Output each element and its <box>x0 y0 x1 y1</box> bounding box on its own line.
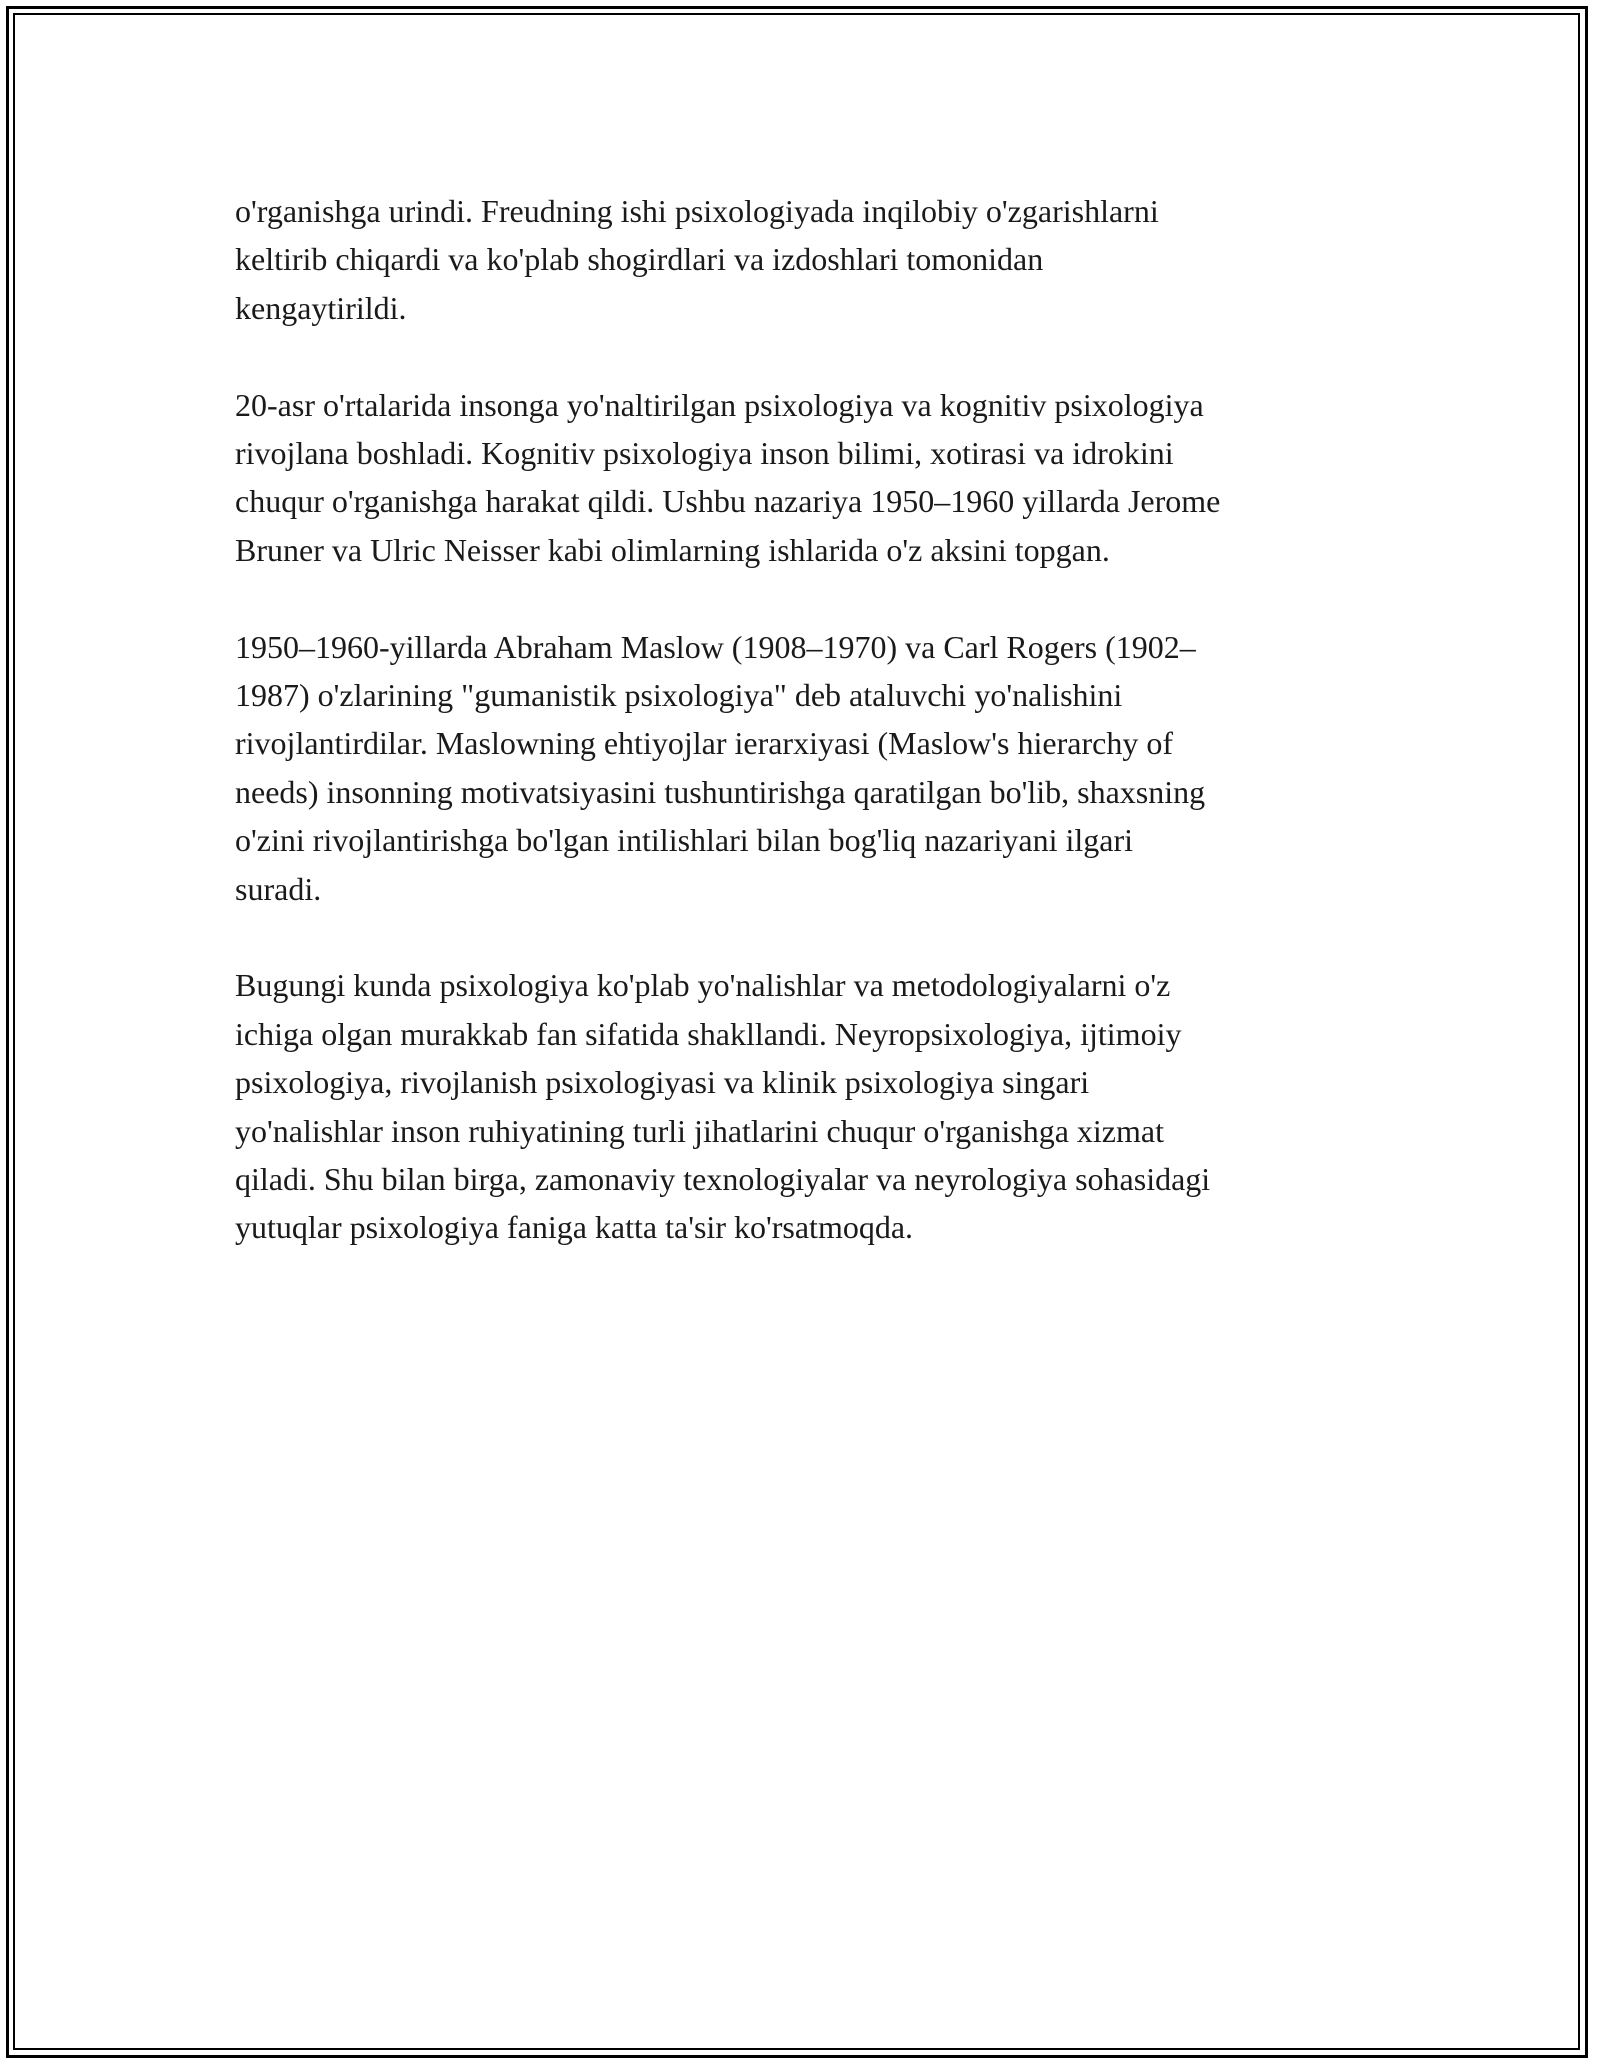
text-line: qiladi. Shu bilan birga, zamonaviy texnologiyalar va neyrologiya sohasidagi <box>235 1161 1211 1198</box>
text-line: yo'nalishlar inson ruhiyatining turli jihatlarini chuqur o'rganishga xizmat <box>235 1112 1164 1149</box>
text-line: keltirib chiqardi va ko'plab shogirdlari va izdoshlari tomonidan <box>235 241 1044 278</box>
text-line: 1950–1960-yillarda Abraham Maslow (1908–1970) va Carl Rogers (1902– <box>235 628 1196 665</box>
text-line: o'zini rivojlantirishga bo'lgan intilishlari bilan bog'liq nazariyani ilgari <box>235 822 1133 859</box>
text-line: 1987) o'zlarining "gumanistik psixologiya" deb ataluvchi yo'nalishini <box>235 677 1123 714</box>
text-line: 20-asr o'rtalarida insonga yo'naltirilgan psixologiya va kognitiv psixologiya <box>235 386 1204 423</box>
text-line: Bugungi kunda psixologiya ko'plab yo'nalishlar va metodologiyalarni o'z <box>235 967 1171 1004</box>
text-line: ichiga olgan murakkab fan sifatida shakllandi. Neyropsixologiya, ijtimoiy <box>235 1015 1182 1052</box>
paragraph-humanistic <box>235 623 1375 913</box>
paragraph-modern <box>235 961 1375 1251</box>
paragraph-freud <box>235 187 1375 332</box>
text-line: o'rganishga urindi. Freudning ishi psixologiyada inqilobiy o'zgarishlarni <box>235 193 1159 229</box>
text-line: needs) insonning motivatsiyasini tushuntirishga qaratilgan bo'lib, shaxsning <box>235 773 1206 810</box>
document-body <box>235 187 1375 1300</box>
text-line: Bruner va Ulric Neisser kabi olimlarning ishlarida o'z aksini topgan. <box>235 531 1110 568</box>
text-line: suradi. <box>235 870 322 907</box>
text-line: rivojlana boshladi. Kognitiv psixologiya inson bilimi, xotirasi va idrokini <box>235 435 1174 472</box>
text-line: psixologiya, rivojlanish psixologiyasi va klinik psixologiya singari <box>235 1064 1090 1101</box>
text-line: kengaytirildi. <box>235 289 407 326</box>
paragraph-cognitive <box>235 381 1375 575</box>
text-line: chuqur o'rganishga harakat qildi. Ushbu nazariya 1950–1960 yillarda Jerome <box>235 483 1221 520</box>
text-line: rivojlantirdilar. Maslowning ehtiyojlar ierarxiyasi (Maslow's hierarchy of <box>235 725 1173 762</box>
text-line: yutuqlar psixologiya faniga katta ta'sir ko'rsatmoqda. <box>235 1209 914 1246</box>
